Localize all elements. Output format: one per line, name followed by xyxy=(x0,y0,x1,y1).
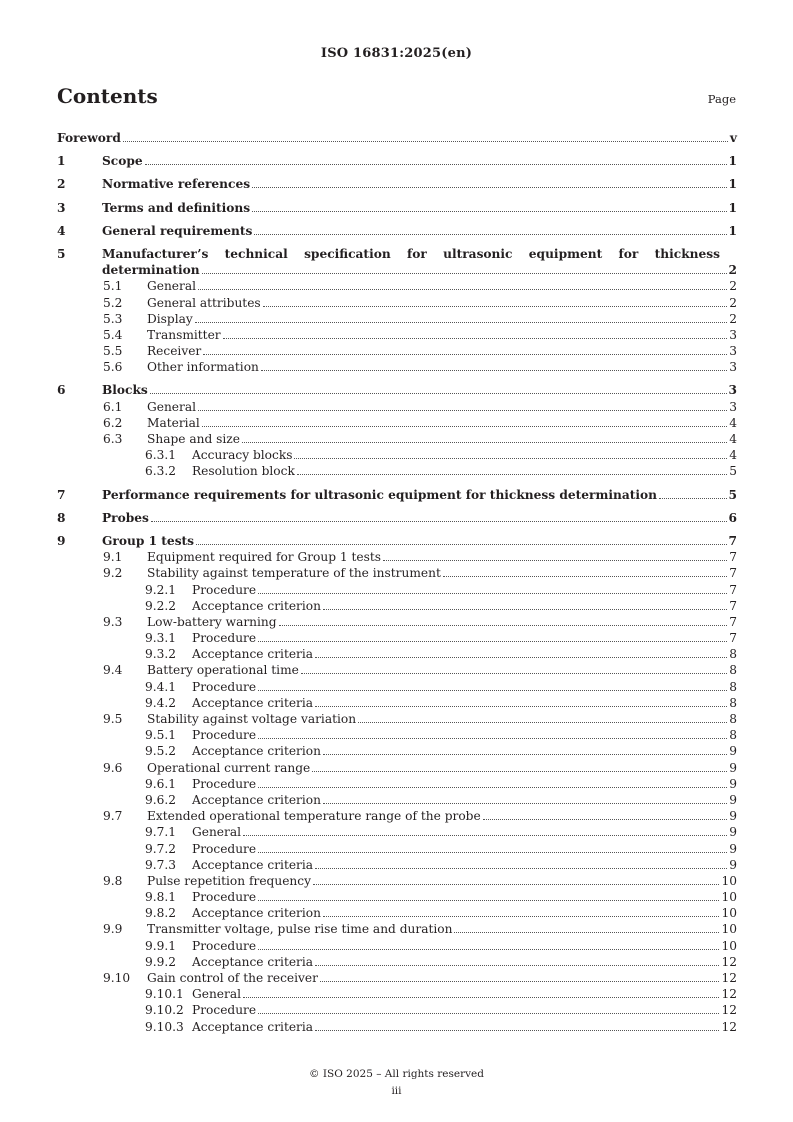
toc-entry[interactable] xyxy=(57,582,737,598)
toc-entry[interactable] xyxy=(57,1019,737,1035)
toc-entry-number: 9.7.2 xyxy=(145,841,177,856)
page-title: Contents xyxy=(57,84,158,108)
toc-entry-number: 4 xyxy=(57,223,66,238)
toc-entry-page: 7 xyxy=(729,631,737,646)
toc-entry-title: Acceptance criteria xyxy=(192,647,314,662)
toc-entry[interactable] xyxy=(57,510,737,526)
toc-entry[interactable] xyxy=(57,711,737,727)
toc-entry[interactable] xyxy=(57,382,737,398)
toc-entry-title: Resolution block xyxy=(192,464,295,479)
toc-entry-number: 9.2.2 xyxy=(145,598,177,613)
toc-entry[interactable] xyxy=(57,630,737,646)
toc-entry[interactable] xyxy=(57,1002,737,1018)
toc-entry-number: 9 xyxy=(57,533,66,548)
toc-entry-number: 6.3 xyxy=(103,432,123,447)
toc-entry-number: 9.7.1 xyxy=(145,825,177,840)
toc-entry-page: 10 xyxy=(721,922,737,937)
toc-entry-title: Pulse repetition frequency xyxy=(147,873,311,888)
toc-entry-title: Probes xyxy=(102,510,149,525)
page-number: iii xyxy=(391,1085,402,1097)
toc-entry-title: Shape and size xyxy=(147,432,240,447)
toc-entry[interactable] xyxy=(57,873,737,889)
toc-entry-page: 4 xyxy=(729,415,737,430)
toc-entry-page: 3 xyxy=(729,360,737,375)
toc-entry-number: 6.2 xyxy=(103,415,123,430)
toc-entry-page: 8 xyxy=(729,712,737,727)
toc-entry-page: 9 xyxy=(729,809,737,824)
dot-leader xyxy=(320,980,720,982)
dot-leader xyxy=(261,369,727,371)
toc-entry-number: 2 xyxy=(57,177,66,192)
toc-entry[interactable] xyxy=(57,278,737,294)
page-footer xyxy=(0,1066,793,1100)
dot-leader xyxy=(198,288,727,290)
toc-entry-page: 12 xyxy=(721,971,737,986)
dot-leader xyxy=(198,409,727,411)
dot-leader xyxy=(202,425,727,427)
dot-leader xyxy=(315,867,727,869)
toc-entry-number: 5 xyxy=(57,246,66,261)
dot-leader xyxy=(150,392,727,394)
dot-leader xyxy=(323,753,727,755)
dot-leader xyxy=(258,786,727,788)
toc-entry-title: Acceptance criterion xyxy=(192,906,321,921)
toc-entry-number: 5.4 xyxy=(103,327,123,342)
toc-entry-number: 5.1 xyxy=(103,279,123,294)
toc-entry[interactable] xyxy=(57,776,737,792)
toc-entry-number: 9.5.2 xyxy=(145,744,177,759)
dot-leader xyxy=(443,575,727,577)
dot-leader xyxy=(313,883,720,885)
toc-entry-page: 8 xyxy=(729,695,737,710)
toc-entry-title: Stability against voltage variation xyxy=(147,712,357,727)
toc-entry-title: Procedure xyxy=(192,776,257,791)
toc-entry[interactable] xyxy=(57,200,737,216)
toc-entry-page: 8 xyxy=(729,679,737,694)
toc-entry[interactable] xyxy=(57,223,737,239)
toc-entry-number: 9.6.1 xyxy=(145,776,177,791)
toc-entry[interactable] xyxy=(57,889,737,905)
toc-entry[interactable] xyxy=(57,727,737,743)
toc-entry-page: 3 xyxy=(728,383,737,398)
toc-entry-title: General xyxy=(147,279,196,294)
toc-entry-page: 5 xyxy=(728,487,737,502)
toc-entry-page: 7 xyxy=(729,566,737,581)
toc-entry-title: Gain control of the receiver xyxy=(147,971,318,986)
dot-leader xyxy=(258,851,727,853)
toc-entry-page: 9 xyxy=(729,760,737,775)
toc-entry[interactable] xyxy=(57,938,737,954)
toc-entry[interactable] xyxy=(57,841,737,857)
toc-entry-page: 7 xyxy=(729,598,737,613)
toc-entry[interactable] xyxy=(57,343,737,359)
toc-entry[interactable] xyxy=(57,463,737,479)
toc-entry[interactable] xyxy=(57,954,737,970)
dot-leader xyxy=(258,592,727,594)
toc-entry-title: General xyxy=(192,825,241,840)
dot-leader xyxy=(297,473,727,475)
toc-entry-page: 12 xyxy=(721,1019,737,1034)
toc-entry[interactable] xyxy=(57,646,737,662)
dot-leader xyxy=(258,640,727,642)
toc-entry-title: Acceptance criterion xyxy=(192,598,321,613)
toc-entry-number: 9.7 xyxy=(103,809,123,824)
toc-entry-number: 9.7.3 xyxy=(145,857,177,872)
toc-entry-number: 9.9 xyxy=(103,922,123,937)
toc-entry-title: Procedure xyxy=(192,938,257,953)
toc-entry-page: 5 xyxy=(729,464,737,479)
dot-leader xyxy=(258,948,719,950)
toc-entry-title: Acceptance criterion xyxy=(192,744,321,759)
toc-entry-title: Receiver xyxy=(147,344,202,359)
toc-entry[interactable] xyxy=(57,695,737,711)
toc-entry[interactable] xyxy=(57,986,737,1002)
toc-entry[interactable] xyxy=(57,921,737,937)
toc-entry[interactable] xyxy=(57,808,737,824)
toc-entry-number: 9.9.1 xyxy=(145,938,177,953)
dot-leader xyxy=(483,818,728,820)
toc-entry-page: 2 xyxy=(729,279,737,294)
toc-entry-title: Battery operational time xyxy=(147,663,299,678)
toc-entry[interactable] xyxy=(57,447,737,463)
toc-entry-page: 12 xyxy=(721,954,737,969)
toc-entry-page: 6 xyxy=(728,510,737,525)
toc-entry-number: 9.8.2 xyxy=(145,906,177,921)
dot-leader xyxy=(151,520,727,522)
dot-leader xyxy=(454,931,719,933)
dot-leader xyxy=(301,672,727,674)
toc-entry-page: 12 xyxy=(721,987,737,1002)
toc-entry-number: 7 xyxy=(57,487,66,502)
toc-entry[interactable] xyxy=(57,905,737,921)
toc-entry-number: 9.5.1 xyxy=(145,728,177,743)
toc-entry[interactable] xyxy=(57,153,737,169)
toc-entry-title: Low-battery warning xyxy=(147,614,277,629)
toc-entry[interactable] xyxy=(57,549,737,565)
toc-entry-page: 8 xyxy=(729,647,737,662)
toc-entry-title: Group 1 tests xyxy=(102,533,195,548)
toc-entry-number: 3 xyxy=(57,200,66,215)
toc-entry-number: 9.2 xyxy=(103,566,123,581)
dot-leader xyxy=(258,689,727,691)
dot-leader xyxy=(279,624,728,626)
toc-entry-title: Procedure xyxy=(192,841,257,856)
dot-leader xyxy=(254,233,726,235)
toc-entry-number: 9.3 xyxy=(103,614,123,629)
toc-entry-title: General xyxy=(147,399,196,414)
dot-leader xyxy=(195,321,727,323)
dot-leader xyxy=(323,608,727,610)
dot-leader xyxy=(202,272,727,274)
toc-entry-page: 1 xyxy=(728,200,737,215)
dot-leader xyxy=(258,1012,719,1014)
toc-entry-title: Operational current range xyxy=(147,760,311,775)
toc-entry-page: 8 xyxy=(729,663,737,678)
toc-entry-number: 5.2 xyxy=(103,295,123,310)
dot-leader xyxy=(315,705,727,707)
toc-entry-number: 9.3.2 xyxy=(145,647,177,662)
dot-leader xyxy=(294,457,727,459)
toc-entry-page: v xyxy=(729,131,737,145)
toc-entry-title: Procedure xyxy=(192,679,257,694)
toc-entry-number: 9.9.2 xyxy=(145,954,177,969)
dot-leader xyxy=(263,305,728,307)
dot-leader xyxy=(315,1029,719,1031)
toc-entry[interactable] xyxy=(57,311,737,327)
toc-entry-number: 9.5 xyxy=(103,712,123,727)
toc-entry-number: 9.4.2 xyxy=(145,695,177,710)
toc-entry-number: 9.3.1 xyxy=(145,631,177,646)
toc-entry[interactable] xyxy=(57,130,737,146)
toc-entry-number: 9.4 xyxy=(103,663,123,678)
toc-entry-title: Acceptance criteria xyxy=(192,954,314,969)
toc-entry-page: 2 xyxy=(728,263,737,278)
toc-entry[interactable] xyxy=(57,857,737,873)
toc-entry-number: 9.10.3 xyxy=(145,1019,184,1034)
toc-entry-page: 10 xyxy=(721,938,737,953)
toc-entry[interactable] xyxy=(57,792,737,808)
toc-entry[interactable] xyxy=(57,295,737,311)
dot-leader xyxy=(358,721,727,723)
toc-entry-title: Blocks xyxy=(102,383,148,398)
toc-entry-title: Performance requirements for ultrasonic equipment for thickness determination xyxy=(102,487,657,502)
toc-entry-page: 3 xyxy=(729,344,737,359)
toc-entry[interactable] xyxy=(57,415,737,431)
toc-entry-number: 9.10 xyxy=(103,971,131,986)
toc-entry-title: General attributes xyxy=(147,295,261,310)
toc-entry-title: Display xyxy=(147,311,193,326)
toc-entry-page: 9 xyxy=(729,744,737,759)
page-column-label: Page xyxy=(707,92,736,106)
toc-entry-page: 10 xyxy=(721,873,737,888)
dot-leader xyxy=(258,899,719,901)
toc-entry-page: 4 xyxy=(729,432,737,447)
toc-entry-page: 10 xyxy=(721,890,737,905)
toc-entry-page: 7 xyxy=(729,582,737,597)
toc-entry-title: Procedure xyxy=(192,582,257,597)
toc-entry-title: Procedure xyxy=(192,631,257,646)
toc-entry[interactable] xyxy=(57,743,737,759)
toc-entry-number: 9.1 xyxy=(103,550,123,565)
toc-entry-page: 7 xyxy=(729,550,737,565)
toc-entry-title: General xyxy=(192,987,241,1002)
toc-entry-page: 2 xyxy=(729,311,737,326)
toc-entry-title: Normative references xyxy=(102,177,251,192)
toc-entry-title: Other information xyxy=(147,360,259,375)
toc-entry[interactable] xyxy=(57,565,737,581)
toc-entry-title: Foreword xyxy=(57,131,121,145)
dot-leader xyxy=(242,441,727,443)
dot-leader xyxy=(315,656,727,658)
toc-entry[interactable] xyxy=(57,598,737,614)
toc-entry-number: 6.3.1 xyxy=(145,448,177,463)
toc-entry[interactable] xyxy=(57,359,737,375)
toc-entry-title: General requirements xyxy=(102,223,253,238)
toc-entry[interactable] xyxy=(57,399,737,415)
toc-entry-number: 9.8 xyxy=(103,873,123,888)
toc-entry[interactable] xyxy=(57,533,737,549)
toc-entry-title: Equipment required for Group 1 tests xyxy=(147,550,382,565)
dot-leader xyxy=(203,353,727,355)
toc-entry-title: Scope xyxy=(102,154,143,169)
toc-entry-title: Terms and definitions xyxy=(102,200,251,215)
toc-entry[interactable] xyxy=(57,614,737,630)
toc-entry-number: 9.4.1 xyxy=(145,679,177,694)
toc-entry[interactable] xyxy=(57,487,737,503)
toc-entry[interactable] xyxy=(57,679,737,695)
document-id: ISO 16831:2025(en) xyxy=(320,46,473,61)
toc-entry-page: 1 xyxy=(728,177,737,192)
dot-leader xyxy=(258,737,727,739)
toc-entry-title: Transmitter xyxy=(147,327,221,342)
dot-leader xyxy=(659,497,727,499)
toc-entry-title: Accuracy blocks xyxy=(192,448,293,463)
toc-entry-number: 9.6 xyxy=(103,760,123,775)
toc-entry[interactable] xyxy=(57,662,737,678)
dot-leader xyxy=(223,337,728,339)
toc-entry-number: 6.3.2 xyxy=(145,464,177,479)
toc-entry-number: 5.3 xyxy=(103,311,123,326)
toc-entry-page: 12 xyxy=(721,1003,737,1018)
toc-entry-title: Extended operational temperature range of the probe xyxy=(147,809,481,824)
toc-entry-title: Acceptance criterion xyxy=(192,792,321,807)
toc-entry-page: 9 xyxy=(729,857,737,872)
dot-leader xyxy=(145,163,727,165)
toc-entry-number: 1 xyxy=(57,154,66,169)
toc-entry-number: 9.10.1 xyxy=(145,987,184,1002)
toc-entry-number: 6.1 xyxy=(103,399,123,414)
toc-entry-number: 6 xyxy=(57,383,66,398)
toc-entry-page: 1 xyxy=(728,154,737,169)
toc-entry-title: Acceptance criteria xyxy=(192,695,314,710)
toc-entry-page: 3 xyxy=(729,327,737,342)
toc-entry-title-line2: determination xyxy=(102,263,200,278)
toc-entry[interactable] xyxy=(57,824,737,840)
dot-leader xyxy=(243,834,727,836)
toc-entry-number: 9.6.2 xyxy=(145,792,177,807)
toc-entry-page: 9 xyxy=(729,776,737,791)
toc-entry[interactable] xyxy=(57,246,737,278)
toc-entry[interactable] xyxy=(57,431,737,447)
toc-entry-page: 4 xyxy=(729,448,737,463)
toc-entry-page: 9 xyxy=(729,841,737,856)
toc-entry-number: 5.5 xyxy=(103,344,123,359)
toc-entry-page: 8 xyxy=(729,728,737,743)
toc-entry-title: Acceptance criteria xyxy=(192,857,314,872)
dot-leader xyxy=(312,770,727,772)
toc-entry-number: 9.10.2 xyxy=(145,1003,184,1018)
toc-entry-page: 7 xyxy=(728,533,737,548)
toc-entry-number: 9.2.1 xyxy=(145,582,177,597)
toc-entry[interactable] xyxy=(57,327,737,343)
table-of-contents xyxy=(57,130,737,1035)
toc-entry-title: Transmitter voltage, pulse rise time and duration xyxy=(147,922,453,937)
dot-leader xyxy=(196,543,726,545)
toc-entry-page: 9 xyxy=(729,825,737,840)
toc-entry[interactable] xyxy=(57,176,737,192)
dot-leader xyxy=(252,210,726,212)
dot-leader xyxy=(315,964,719,966)
toc-entry-page: 2 xyxy=(729,295,737,310)
dot-leader xyxy=(243,996,719,998)
toc-entry-number: 9.8.1 xyxy=(145,890,177,905)
toc-entry-title: Procedure xyxy=(192,1003,257,1018)
toc-entry-title: Material xyxy=(147,415,200,430)
toc-entry-page: 1 xyxy=(728,223,737,238)
toc-entry-page: 10 xyxy=(721,906,737,921)
toc-entry-number: 8 xyxy=(57,510,66,525)
toc-entry-page: 9 xyxy=(729,792,737,807)
toc-entry-title: Acceptance criteria xyxy=(192,1019,314,1034)
toc-entry[interactable] xyxy=(57,760,737,776)
dot-leader xyxy=(123,140,728,142)
dot-leader xyxy=(323,915,720,917)
toc-entry[interactable] xyxy=(57,970,737,986)
toc-entry-number: 5.6 xyxy=(103,360,123,375)
dot-leader xyxy=(252,186,726,188)
toc-entry-title-line1: Manufacturer’s technical specification for ultrasonic equipment for thickness xyxy=(102,246,720,261)
toc-entry-title: Procedure xyxy=(192,890,257,905)
toc-entry-title: Procedure xyxy=(192,728,257,743)
copyright-notice: © ISO 2025 – All rights reserved xyxy=(309,1068,484,1080)
toc-entry-page: 7 xyxy=(729,614,737,629)
dot-leader xyxy=(383,559,727,561)
dot-leader xyxy=(323,802,727,804)
toc-entry-title: Stability against temperature of the instrument xyxy=(147,566,441,581)
toc-entry-page: 3 xyxy=(729,399,737,414)
